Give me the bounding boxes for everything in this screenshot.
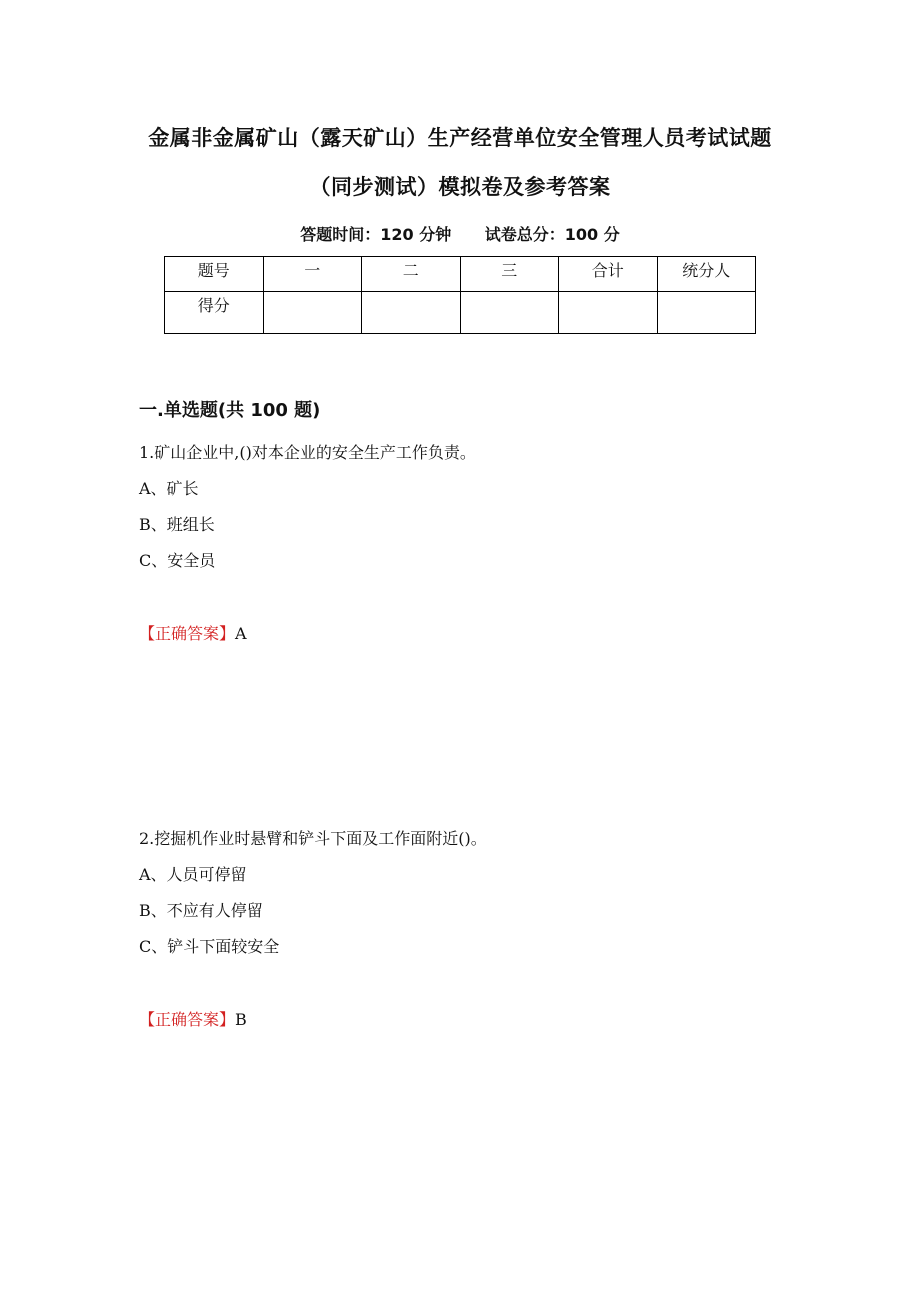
score-header-cell: 统分人 [657,257,756,292]
score-table-header-row [165,257,756,292]
score-header-cell: 题号 [165,257,264,292]
score-header-cell: 三 [460,257,559,292]
answer-label: 【正确答案】 [139,624,236,643]
score-cell [460,292,559,334]
document-title-line-2: （同步测试）模拟卷及参考答案 [309,175,611,199]
document-title-line-1: 金属非金属矿山（露天矿山）生产经营单位安全管理人员考试试题 [148,126,772,150]
question-2-option-a: A、人员可停留 [139,865,247,884]
answer-value: B [235,1010,247,1029]
question-2-stem: 2.挖掘机作业时悬臂和铲斗下面及工作面附近()。 [139,829,487,848]
question-2-answer [139,1007,247,1030]
score-header-cell: 二 [362,257,461,292]
score-table-score-row [165,292,756,334]
exam-total-score: 试卷总分：100 分 [484,225,620,244]
section-title: 一.单选题(共 100 题) [139,400,321,421]
exam-time: 答题时间：120 分钟 [300,225,452,244]
score-cell [263,292,362,334]
question-2-option-c: C、铲斗下面较安全 [139,937,280,956]
question-1-answer [139,621,247,644]
score-table [164,256,756,334]
question-1-option-b: B、班组长 [139,515,215,534]
answer-label: 【正确答案】 [139,1010,236,1029]
score-header-cell: 一 [263,257,362,292]
question-1-option-a: A、矿长 [139,479,199,498]
question-2-option-b: B、不应有人停留 [139,901,263,920]
exam-info [0,222,920,245]
score-row-label: 得分 [165,292,264,334]
answer-value: A [235,624,247,643]
question-1-option-c: C、安全员 [139,551,216,570]
score-header-cell: 合计 [559,257,658,292]
question-1-stem: 1.矿山企业中,()对本企业的安全生产工作负责。 [139,443,476,462]
score-cell [362,292,461,334]
score-cell [657,292,756,334]
score-cell [559,292,658,334]
